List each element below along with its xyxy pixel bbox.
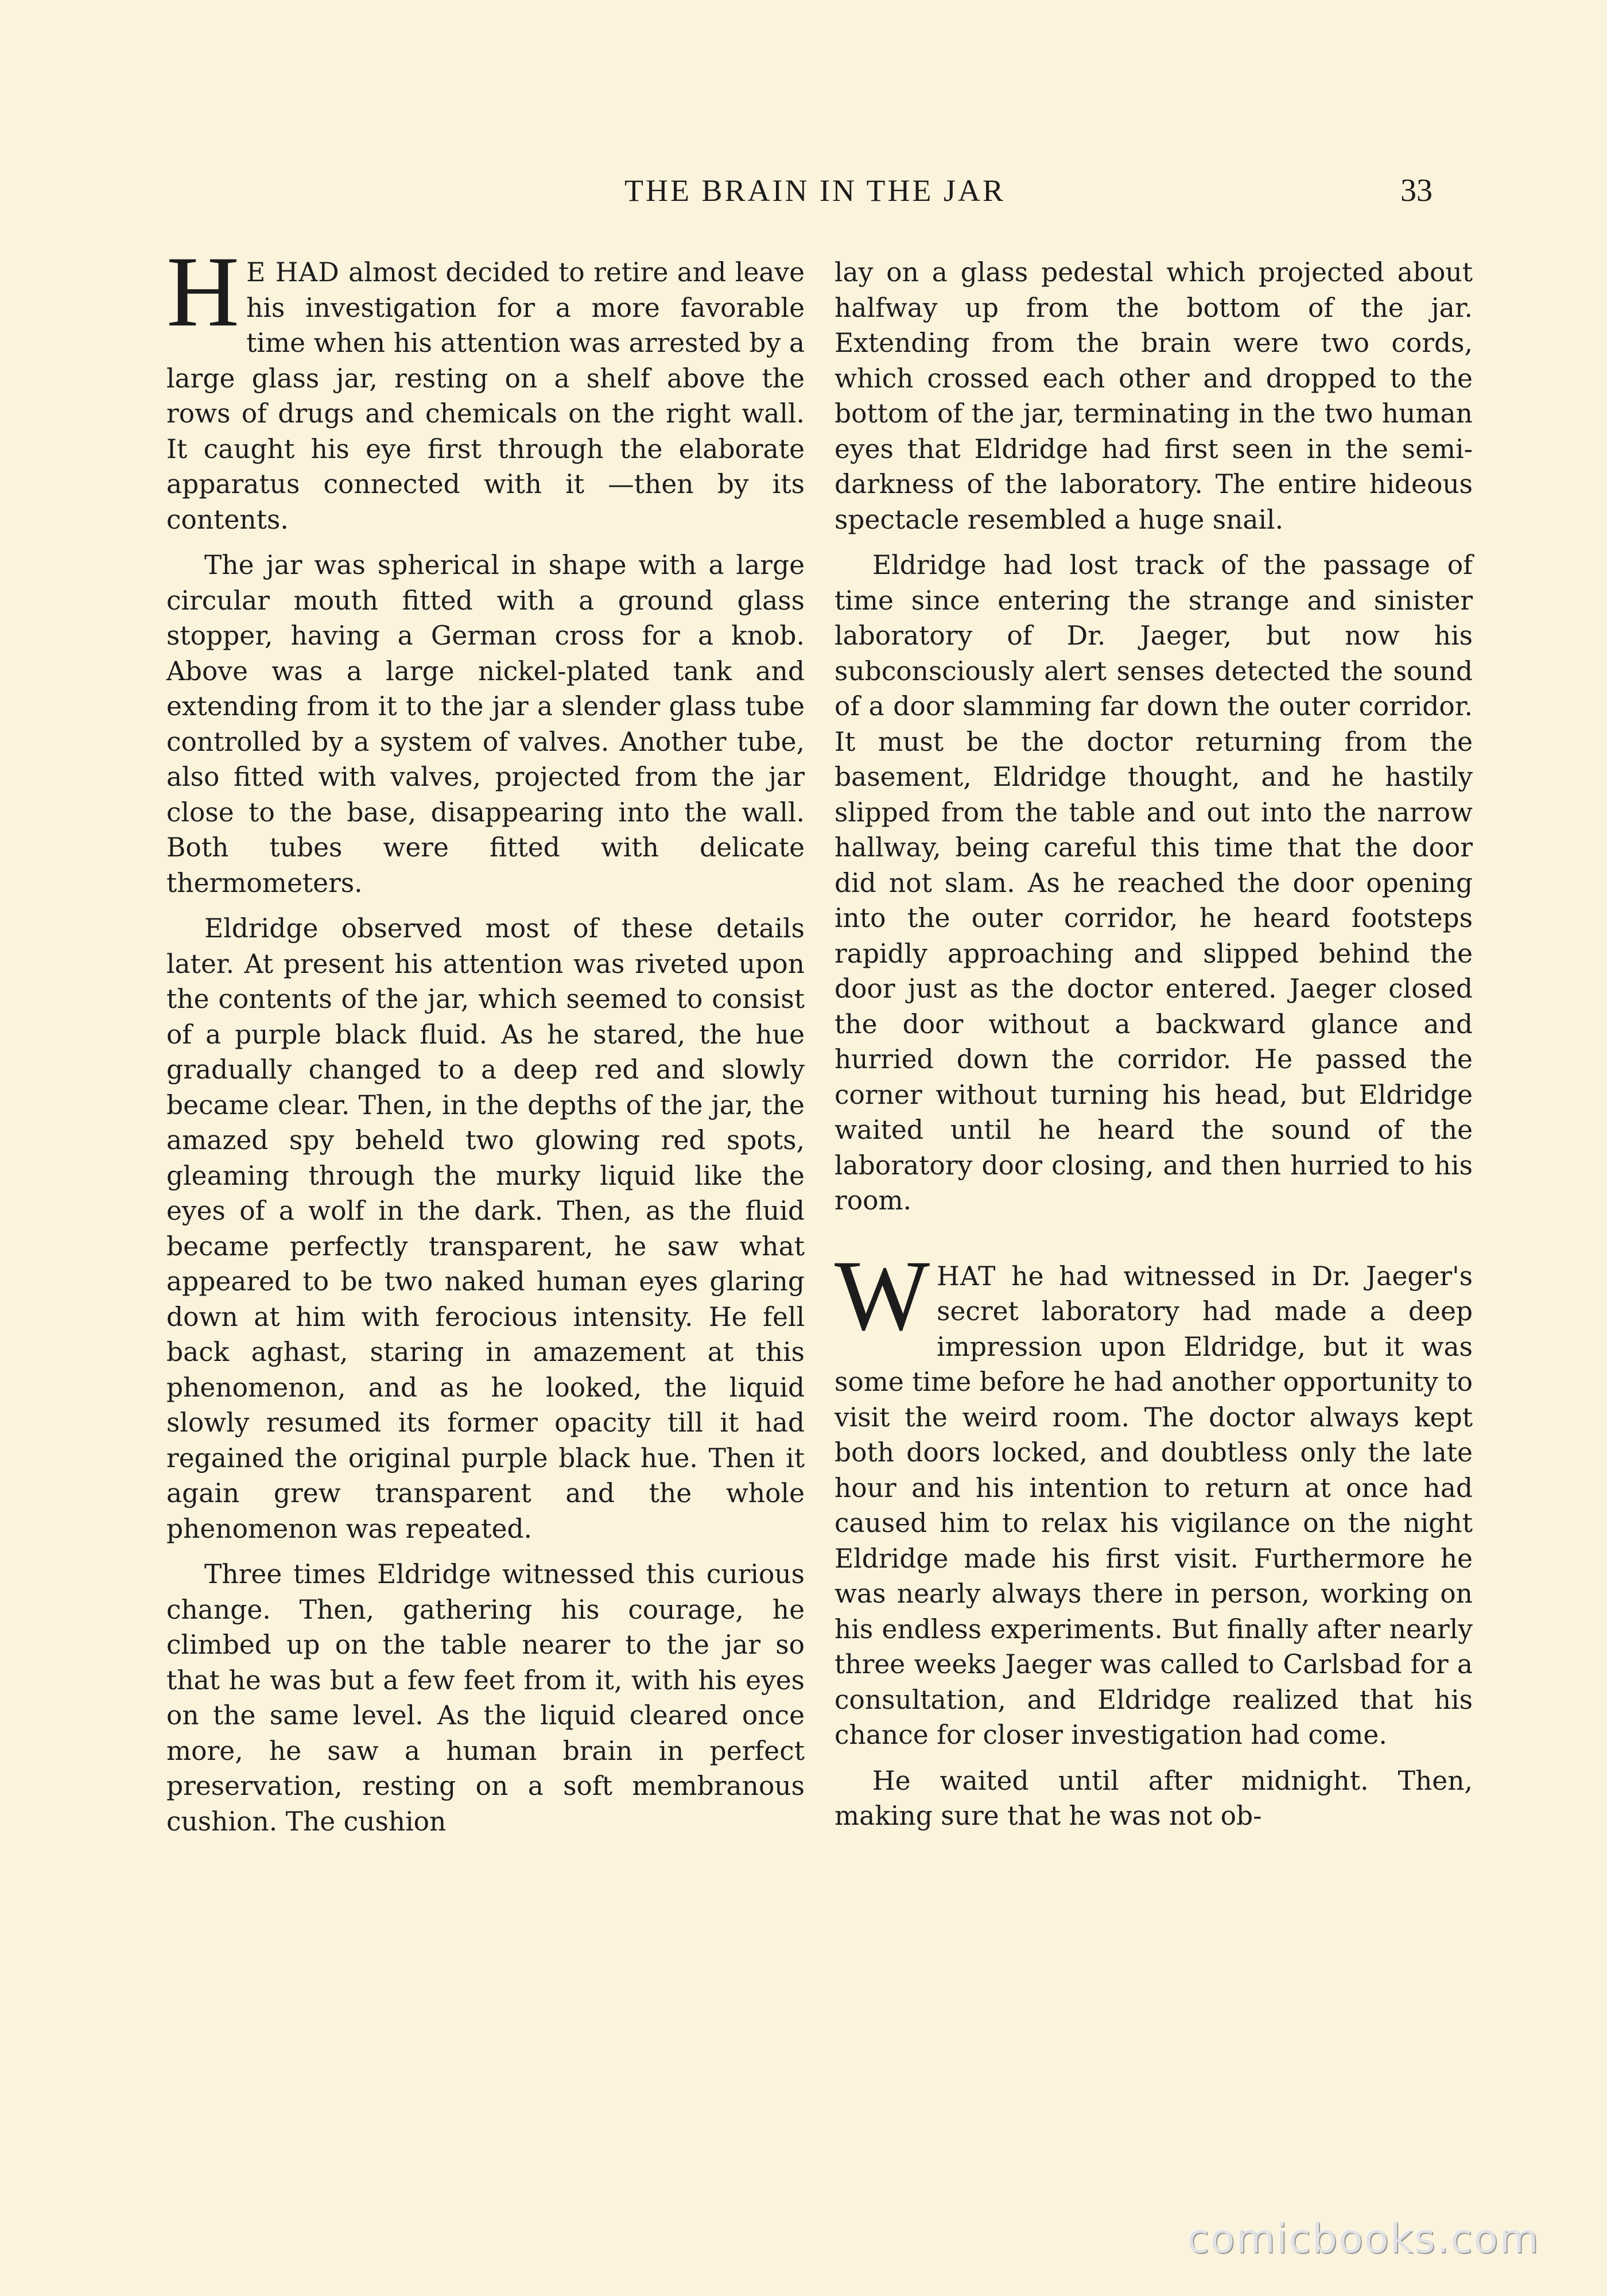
- paragraph-2: The jar was spherical in shape with a large circular mouth fitted with a ground glass stopper, having a German cross for a knob. Above was a large nickel-plated tank and extending from it to the jar a slender glass tube controlled by a system of valves. Another tube, also fitted with valves, projected from the jar close to the base, disappearing into the wall. Both tubes were fitted with delicate thermometers.: [166, 550, 805, 898]
- lead-in: HAT: [937, 1261, 996, 1292]
- running-title: THE BRAIN IN THE JAR: [624, 173, 1006, 208]
- paragraph-5: lay on a glass pedestal which projected about halfway up from the bottom of the jar. Extending from the brain were two cords, which crossed each other and dropped to the bottom of the jar, terminating in the two human eyes that Eldridge had first seen in the semi-darkness of the laboratory. The entire hideous spectacle resembled a huge snail.: [834, 257, 1473, 535]
- paragraph-4: Three times Eldridge witnessed this curious change. Then, gathering his courage, he climbed up on the table nearer to the jar so that he was but a few feet from it, with his eyes on the same level. As the liquid cleared once more, he saw a human brain in perfect preservation, resting on a soft membranous cushion. The cushion: [166, 1559, 805, 1837]
- paragraph-text: almost decided to retire and leave his investigation for a more favorable time when his attention was arrested by a large glass jar, resting on a shelf above the rows of drugs and chemicals on the right wall. It caught his eye first through the elaborate apparatus connected with it —then by its contents.: [166, 257, 805, 535]
- paragraph-1: [166, 236, 805, 537]
- lead-in: E HAD: [246, 257, 340, 288]
- watermark: comicbooks.com: [1187, 2215, 1540, 2262]
- paragraph-6: Eldridge had lost track of the passage of time since entering the strange and sinister laboratory of Dr. Jaeger, but now his subconsciously alert senses detected the sound of a door slamming far down the outer corridor. It must be the doctor returning from the basement, Eldridge thought, and he hastily slipped from the table and out into the narrow hallway, being careful this time that the door did not slam. As he reached the door opening into the outer corridor, he heard footsteps rapidly approaching and slipped behind the door just as the doctor entered. Jaeger closed the door without a backward glance and hurried down the corridor. He passed the corner without turning his head, but Eldridge waited until he heard the sound of the laboratory door closing, and then hurried to his room.: [834, 550, 1473, 1216]
- left-column: [166, 236, 805, 1849]
- paragraph-3: Eldridge observed most of these details later. At present his attention was riveted upon the contents of the jar, which seemed to consist of a purple black fluid. As he stared, the hue gradually changed to a deep red and slowly became clear. Then, in the depths of the jar, the amazed spy beheld two glowing red spots, gleaming through the murky liquid like the eyes of a wolf in the dark. Then, as the fluid became perfectly transparent, he saw what appeared to be two naked human eyes glaring down at him with ferocious intensity. He fell back aghast, staring in amazement at this phenomenon, and as he looked, the liquid slowly resumed its former opacity till it had regained the original purple black hue. Then it again grew transparent and the whole phenomenon was repeated.: [166, 913, 805, 1544]
- right-column: [834, 255, 1473, 1844]
- drop-cap: H: [166, 236, 240, 348]
- paragraph-7: [834, 1239, 1473, 1753]
- page-number: 33: [1400, 173, 1433, 208]
- running-head: [0, 168, 1607, 214]
- paragraph-8: He waited until after midnight. Then, making sure that he was not ob-: [834, 1765, 1473, 1831]
- paragraph-text: he had witnessed in Dr. Jaeger's secret laboratory had made a deep impression upon Eldridge, but it was some time before he had another opportunity to visit the weird room. The doctor always kept both doors locked, and doubtless only the late hour and his intention to return at once had caused him to relax his vigilance on the night Eldridge made his first visit. Furthermore he was nearly always there in person, working on his endless experiments. But finally after nearly three weeks Jaeger was called to Carlsbad for a consultation, and Eldridge realized that his chance for closer investigation had come.: [834, 1261, 1473, 1750]
- drop-cap: W: [834, 1239, 930, 1352]
